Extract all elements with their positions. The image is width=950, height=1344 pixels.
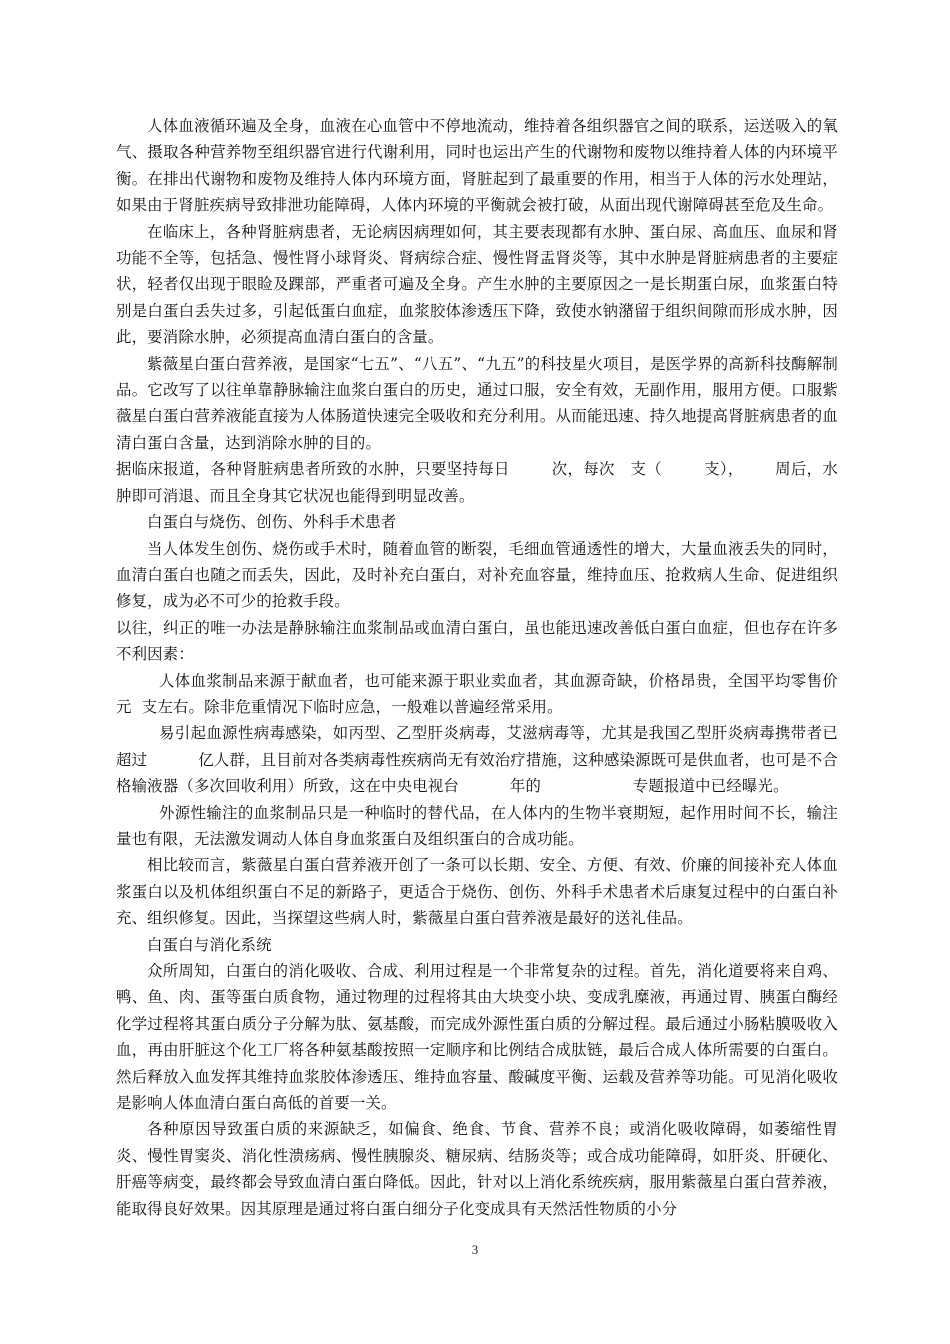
paragraph-kidney-disease: 在临床上，各种肾脏病患者，无论病因病理如何，其主要表现都有水肿、蛋白尿、高血压、血尿和肾功能不全等，包括急、慢性肾小球肾炎、肾病综合症、慢性肾盂肾炎等，其中水肿是肾脏病患者的主要症状，轻者仅出现于眼睑及踝部，严重者可遍及全身。产生水肿的主要原因之一是长期蛋白尿，血浆蛋白特别是白蛋白丢失过多，引起低蛋白血症，血浆胶体渗透压下降，致使水钠潴留于组织间隙而形成水肿，因此，要消除水肿，必须提高血清白蛋白的含量。 [116,222,838,347]
section-heading-burns: 白蛋白与烧伤、创伤、外科手术患者 [147,513,397,532]
paragraph-virus-infection: 易引起血源性病毒感染，如丙型、乙型肝炎病毒，艾滋病毒等，尤其是我国乙型肝炎病毒携带者已超过 亿人群，且目前对各类病毒性疾病尚无有效治疗措施，这种感染源既可是供血者，也可是不合格输液器（多次回收利用）所致，这在中央电视台 年的 专题报道中已经曝光。 [116,724,838,796]
paragraph-protein-deficiency: 各种原因导致蛋白质的来源缺乏，如偏食、绝食、节食、营养不良；或消化吸收障碍，如萎缩性胃炎、慢性胃窦炎、消化性溃疡病、慢性胰腺炎、糖尿病、结肠炎等；或合成功能障碍，如肝炎、肝硬化、肝癌等病变，最终都会导致血清白蛋白降低。因此，针对以上消化系统疾病，服用紫薇星白蛋白营养液，能取得良好效果。因其原理是通过将白蛋白细分子化变成具有天然活性物质的小分 [116,1120,838,1218]
paragraph-plasma-source: 人体血浆制品来源于献血者，也可能来源于职业卖血者，其血源奇缺，价格昂贵，全国平均零售价 元 支左右。除非危重情况下临时应急，一般难以普遍经常采用。 [116,671,879,716]
paragraph-product-intro: 紫薇星白蛋白营养液，是国家“七五”、“八五”、“九五”的科技星火项目，是医学界的高新科技酶解制品。它改写了以往单靠静脉输注血浆白蛋白的历史，通过口服，安全有效，无副作用，服用方便。口服紫薇星白蛋白营养液能直接为人体肠道快速完全吸收和充分利用。从而能迅速、持久地提高肾脏病患者的血清白蛋白含量，达到消除水肿的目的。 [116,354,838,452]
paragraph-clinical-report: 据临床报道，各种肾脏病患者所致的水肿，只要坚持每日 次，每次 支（ 支）， 周后，水肿即可消退、而且全身其它状况也能得到明显改善。 [116,460,838,505]
document-body [116,113,879,1222]
paragraph-blood-circulation: 人体血液循环遍及全身，血液在心血管中不停地流动，维持着各组织器官之间的联系，运送吸入的氧气、摄取各种营养物至组织器官进行代谢利用，同时也运出产生的代谢物和废物以维持着人体的内环境平衡。在排出代谢物和废物及维持人体内环境方面，肾脏起到了最重要的作用，相当于人体的污水处理站，如果由于肾脏疾病导致排泄功能障碍，人体内环境的平衡就会被打破，从面出现代谢障碍甚至危及生命。 [116,117,838,215]
paragraph-digestion-process: 众所周知，白蛋白的消化吸收、合成、利用过程是一个非常复杂的过程。首先，消化道要将来自鸡、鸭、鱼、肉、蛋等蛋白质食物，通过物理的过程将其由大块变小块、变成乳糜液，再通过胃、胰蛋白酶经化学过程将其蛋白质分子分解为肽、氨基酸，而完成外源性蛋白质的分解过程。最后通过小肠粘膜吸收入血，再由肝脏这个化工厂将各种氨基酸按照一定顺序和比例结合成肽链，最后合成人体所需要的白蛋白。然后释放入血发挥其维持血浆胶体渗透压、维持血容量、酸碱度平衡、运载及营养等功能。可见消化吸收是影响人体血清白蛋白高低的首要一关。 [116,962,838,1113]
paragraph-past-methods: 以往，纠正的唯一办法是静脉输注血浆制品或血清白蛋白，虽也能迅速改善低白蛋白血症，但也存在许多不利因素： [116,618,838,664]
paragraph-comparison: 相比较而言，紫薇星白蛋白营养液开创了一条可以长期、安全、方便、有效、价廉的间接补充人体血浆蛋白以及机体组织蛋白不足的新路子，更适合于烧伤、创伤、外科手术患者术后康复过程中的白蛋白补充、组织修复。因此，当探望这些病人时，紫薇星白蛋白营养液是最好的送礼佳品。 [116,856,838,928]
paragraph-exogenous-plasma: 外源性输注的血浆制品只是一种临时的替代品，在人体内的生物半衰期短，起作用时间不长，输注量也有限，无法激发调动人体自身血浆蛋白及组织蛋白的合成功能。 [116,803,838,848]
paragraph-trauma: 当人体发生创伤、烧伤或手术时，随着血管的断裂，毛细血管通透性的增大，大量血液丢失的同时，血清白蛋白也随之而丢失，因此，及时补充白蛋白，对补充血容量，维持血压、抢救病人生命、促进组织修复，成为必不可少的抢救手段。 [116,539,838,611]
page-number: 3 [471,1242,479,1257]
section-heading-digestive: 白蛋白与消化系统 [147,935,272,954]
